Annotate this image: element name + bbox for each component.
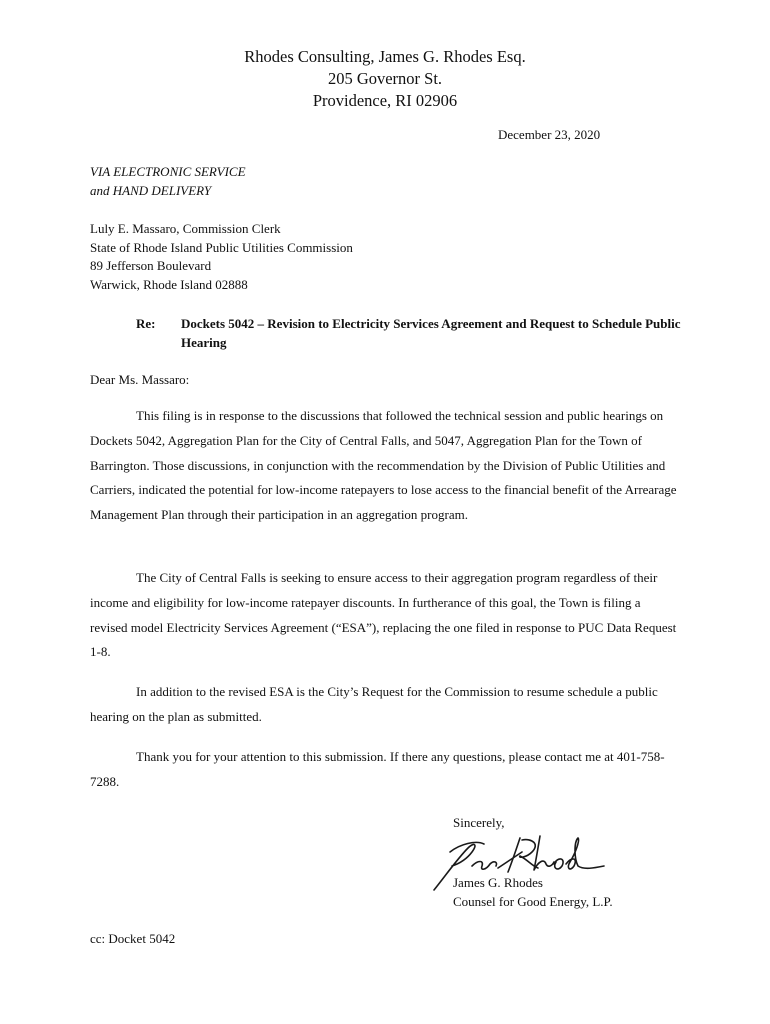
body-paragraph: In addition to the revised ESA is the City’s Request for the Commission to resume schedule a public hearing on the plan as submitted. [90,684,658,724]
letterhead-street: 205 Governor St. [327,69,443,88]
body-paragraph: The City of Central Falls is seeking to ensure access to their aggregation program regardless of their income and eligibility for low-income ratepayer discounts. In furtherance of this goal, the Town is filing a revised model Electricity Services Agreement (“ESA”), replacing the one filed in response to PUC Data Request 1-8. [90,570,677,660]
recipient-street: 89 Jefferson Boulevard [90,258,212,273]
recipient-name: Luly E. Massaro, Commission Clerk [90,221,281,236]
salutation: Dear Ms. Massaro: [90,372,190,387]
delivery-line-2: and HAND DELIVERY [90,182,212,198]
signer-name: James G. Rhodes [453,875,543,890]
letterhead-firm: Rhodes Consulting, James G. Rhodes Esq. [244,47,526,66]
letterhead-city: Providence, RI 02906 [312,91,458,110]
subject-text: Dockets 5042 – Revision to Electricity Services Agreement and Request to Schedule Public Hearing [181,316,681,350]
closing: Sincerely, [453,815,505,830]
letterhead [0,46,770,112]
signer-title: Counsel for Good Energy, L.P. [453,894,613,909]
delivery-line-1: VIA ELECTRONIC SERVICE [90,164,246,179]
recipient-address [90,220,353,294]
cc-line: cc: Docket 5042 [90,931,176,946]
letter-date: December 23, 2020 [498,127,601,142]
recipient-organization: State of Rhode Island Public Utilities Commission [90,239,353,255]
body-paragraph: Thank you for your attention to this submission. If there any questions, please contact me at 401-758-7288. [90,749,665,789]
delivery-method [90,163,246,200]
body-paragraph: This filing is in response to the discussions that followed the technical session and public hearings on Dockets 5042, Aggregation Plan for the City of Central Falls, and 5047, Aggregation Plan for the Town of Barrington. Those discussions, in conjunction with the recommendation by the Division of Public Utilities and Carriers, indicated the potential for low-income ratepayers to lose access to the financial benefit of the Arrearage Management Plan through their participation in an aggregation program. [90,408,677,523]
subject-label: Re: [136,316,156,331]
recipient-city: Warwick, Rhode Island 02888 [90,276,248,292]
signer-block [453,873,613,911]
